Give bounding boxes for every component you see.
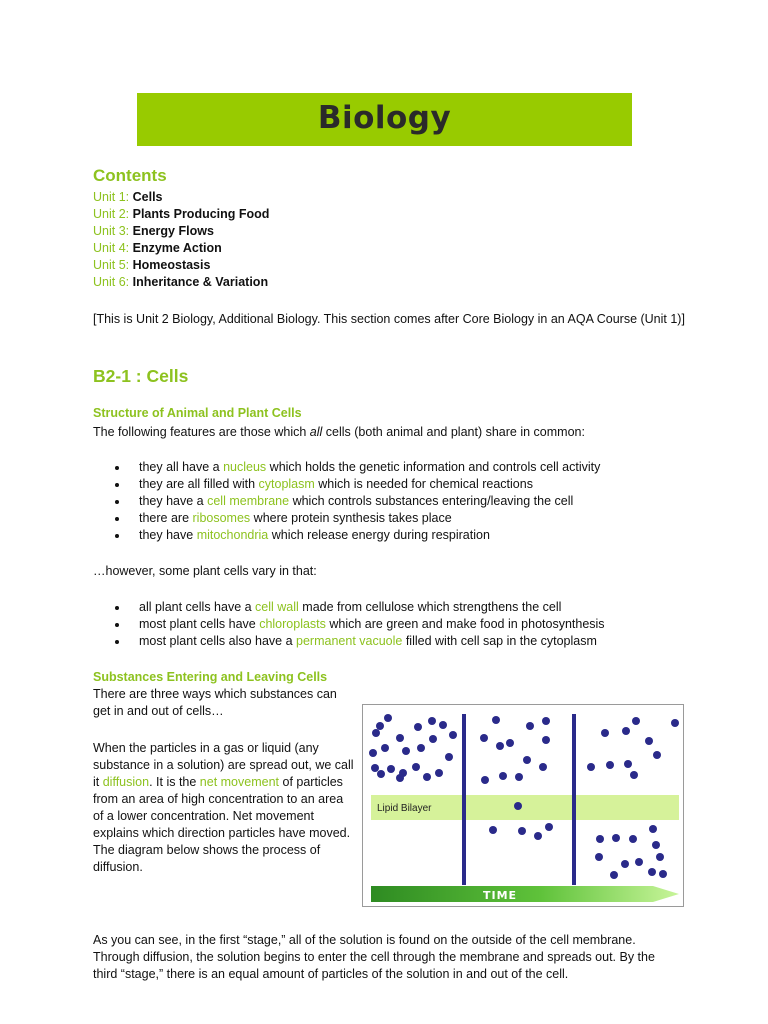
particle-dot	[412, 763, 420, 771]
time-arrow	[371, 886, 679, 902]
diffusion-diagram-svg	[363, 705, 683, 906]
contents-unit-name: Inheritance & Variation	[132, 275, 269, 289]
plant-features-list	[114, 599, 605, 650]
contents-item	[93, 257, 269, 274]
particle-dot	[492, 716, 500, 724]
particle-dot	[630, 771, 638, 779]
contents-unit-name: Cells	[132, 190, 163, 204]
particle-dot	[429, 735, 437, 743]
particle-dot	[506, 739, 514, 747]
plant-features-intro: …however, some plant cells vary in that:	[93, 564, 317, 578]
contents-item	[93, 223, 269, 240]
particle-dot	[595, 853, 603, 861]
entering-leaving-heading: Substances Entering and Leaving Cells	[93, 670, 328, 684]
diffusion-paragraph: When the particles in a gas or liquid (any substance in a solution) are spread out, we call it diffusion. It is the net movement of particles from an area of high concentration to an area of a lower concentration. Net movement explains which direction particles have moved. The diagram below shows the process of diffusion.	[93, 741, 354, 874]
contents-unit-label: Unit 4:	[93, 241, 130, 255]
common-features-list	[114, 459, 600, 544]
contents-unit-name: Enzyme Action	[132, 241, 222, 255]
bullet-icon	[115, 534, 119, 538]
bullet-icon	[115, 640, 119, 644]
contents-unit-label: Unit 3:	[93, 224, 130, 238]
particle-dot	[671, 719, 679, 727]
particle-dot	[414, 723, 422, 731]
contents-unit-name: Plants Producing Food	[132, 207, 270, 221]
bullet-icon	[115, 517, 119, 521]
particle-dot	[632, 717, 640, 725]
particle-dot	[649, 825, 657, 833]
list-item: they all have a nucleus which holds the genetic information and controls cell activity	[114, 459, 600, 476]
contents-list	[93, 189, 269, 291]
list-item: they have a cell membrane which controls substances entering/leaving the cell	[114, 493, 600, 510]
list-item: they are all filled with cytoplasm which is needed for chemical reactions	[114, 476, 600, 493]
particle-dot	[653, 751, 661, 759]
contents-unit-label: Unit 6:	[93, 275, 130, 289]
particle-dot	[606, 761, 614, 769]
particle-dot	[396, 774, 404, 782]
particle-dot	[515, 773, 523, 781]
contents-item	[93, 189, 269, 206]
list-item: most plant cells also have a permanent vacuole filled with cell sap in the cytoplasm	[114, 633, 605, 650]
bullet-icon	[115, 483, 119, 487]
page-title: Biology	[317, 100, 452, 136]
contents-item	[93, 274, 269, 291]
particle-dot	[384, 714, 392, 722]
particle-dot	[652, 841, 660, 849]
particle-dot	[648, 868, 656, 876]
particle-dot	[534, 832, 542, 840]
particle-dot	[489, 826, 497, 834]
particle-dot	[612, 834, 620, 842]
particle-dot	[659, 870, 667, 878]
particle-dot	[439, 721, 447, 729]
particle-dot	[622, 727, 630, 735]
particle-dot	[645, 737, 653, 745]
contents-unit-label: Unit 1:	[93, 190, 130, 204]
particle-dot	[371, 764, 379, 772]
particle-dot	[523, 756, 531, 764]
particle-dot	[402, 747, 410, 755]
particle-dot	[377, 770, 385, 778]
particle-dot	[542, 717, 550, 725]
particle-dot	[445, 753, 453, 761]
bullet-icon	[115, 606, 119, 610]
bullet-icon	[115, 500, 119, 504]
list-item: most plant cells have chloroplasts which are green and make food in photosynthesis	[114, 616, 605, 633]
particle-dot	[396, 734, 404, 742]
particle-dot	[587, 763, 595, 771]
list-item: there are ribosomes where protein synthesis takes place	[114, 510, 600, 527]
common-features-intro: The following features are those which all cells (both animal and plant) share in common:	[93, 425, 585, 439]
particle-dot	[417, 744, 425, 752]
lipid-bilayer-label: Lipid Bilayer	[377, 803, 432, 814]
particle-dot	[381, 744, 389, 752]
contents-unit-name: Energy Flows	[132, 224, 214, 238]
list-item: all plant cells have a cell wall made from cellulose which strengthens the cell	[114, 599, 605, 616]
structure-heading: Structure of Animal and Plant Cells	[93, 406, 302, 420]
particle-dot	[518, 827, 526, 835]
three-ways-paragraph: There are three ways which substances can get in and out of cells…	[93, 687, 337, 718]
stage-divider	[572, 714, 576, 885]
bullet-icon	[115, 466, 119, 470]
diffusion-diagram	[362, 704, 684, 907]
time-arrow-label: TIME	[483, 889, 518, 902]
list-item: they have mitochondria which release energy during respiration	[114, 527, 600, 544]
conclusion-paragraph: As you can see, in the first “stage,” all of the solution is found on the outside of the cell membrane. Through diffusion, the solution begins to enter the cell through the membrane and spreads out. By the third “stage,” there is an equal amount of particles of the solution in and out of the cell.	[93, 933, 655, 981]
particle-dot	[621, 860, 629, 868]
particle-dot	[387, 765, 395, 773]
particle-dot	[423, 773, 431, 781]
contents-unit-name: Homeostasis	[132, 258, 211, 272]
contents-item	[93, 206, 269, 223]
particle-dot	[596, 835, 604, 843]
bullet-icon	[115, 623, 119, 627]
particle-dot	[542, 736, 550, 744]
contents-unit-label: Unit 5:	[93, 258, 130, 272]
contents-unit-label: Unit 2:	[93, 207, 130, 221]
particle-dot	[372, 729, 380, 737]
particle-dot	[514, 802, 522, 810]
particle-dot	[539, 763, 547, 771]
particle-dot	[499, 772, 507, 780]
particle-dot	[601, 729, 609, 737]
particle-dot	[449, 731, 457, 739]
section-heading: B2-1 : Cells	[93, 366, 189, 386]
particle-dot	[376, 722, 384, 730]
contents-heading: Contents	[93, 166, 167, 185]
particle-dot	[435, 769, 443, 777]
particle-dot	[635, 858, 643, 866]
particle-dot	[624, 760, 632, 768]
particle-dot	[496, 742, 504, 750]
stage-divider	[462, 714, 466, 885]
particle-dot	[610, 871, 618, 879]
particle-dot	[526, 722, 534, 730]
particle-dot	[428, 717, 436, 725]
particle-dot	[545, 823, 553, 831]
particle-dot	[629, 835, 637, 843]
course-note: [This is Unit 2 Biology, Additional Biology. This section comes after Core Biology in an AQA Course (Unit 1)]	[93, 312, 685, 326]
particle-dot	[656, 853, 664, 861]
title-banner	[137, 93, 632, 146]
particle-dot	[481, 776, 489, 784]
contents-item	[93, 240, 269, 257]
particle-dot	[480, 734, 488, 742]
particle-dot	[369, 749, 377, 757]
